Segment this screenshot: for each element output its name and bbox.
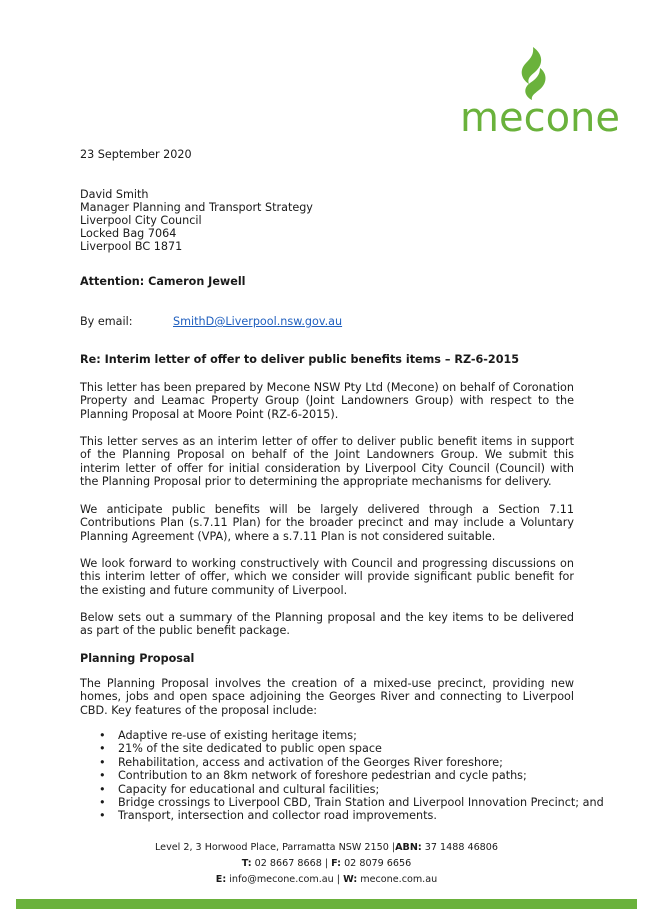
footer-phone: 02 8667 8668 | (251, 858, 332, 869)
email-link[interactable]: SmithD@Liverpool.nsw.gov.au (173, 315, 343, 328)
recipient-line: Liverpool City Council (80, 214, 202, 227)
footer-email: info@mecone.com.au | (226, 874, 344, 885)
body-paragraph: We anticipate public benefits will be largely delivered through a Section 7.11 Contributions Plan (s.7.11 Plan) for the broader precinct and may include a Voluntary Planning Agreement (VPA), where a s.7.11 Plan is not considered suitable. (80, 503, 574, 543)
feature-list (80, 729, 604, 823)
recipient-line: Locked Bag 7064 (80, 227, 177, 240)
footer-abn: 37 1488 46806 (421, 842, 498, 853)
subject-line: Re: Interim letter of offer to deliver public benefits items – RZ-6-2015 (80, 353, 520, 366)
list-item: • Rehabilitation, access and activation of the Georges River foreshore; (80, 756, 580, 769)
mecone-logo (456, 46, 626, 142)
list-item: • Adaptive re-use of existing heritage items; (80, 729, 580, 742)
footer-web-label: W: (343, 874, 358, 885)
list-item: • Transport, intersection and collector road improvements. (80, 809, 580, 822)
footer-address-line (0, 840, 653, 857)
footer-address: Level 2, 3 Horwood Place, Parramatta NSW 2150 | (154, 842, 396, 853)
footer-email-label: E: (215, 874, 227, 885)
attention-line: Attention: Cameron Jewell (80, 275, 246, 288)
list-item: • Bridge crossings to Liverpool CBD, Train Station and Liverpool Innovation Precinct; and (80, 796, 580, 809)
list-item: • Contribution to an 8km network of foreshore pedestrian and cycle paths; (80, 769, 580, 782)
recipient-line: David Smith (80, 188, 149, 201)
footer-contact-line (0, 872, 653, 889)
footer-phone-label: T: (241, 858, 252, 869)
recipient-line: Manager Planning and Transport Strategy (80, 201, 313, 214)
footer-bar (16, 899, 637, 909)
body-paragraph: Below sets out a summary of the Planning proposal and the key items to be delivered as part of the public benefit package. (80, 611, 574, 638)
email-label: By email: (80, 315, 133, 328)
body-paragraph: This letter has been prepared by Mecone NSW Pty Ltd (Mecone) on behalf of Coronation Property and Leamac Property Group (Joint Landowners Group) with respect to the Planning Proposal at Moore Point (RZ-6-2015). (80, 381, 574, 421)
logo-wordmark: mecone (460, 95, 620, 141)
footer-abn-label: ABN: (395, 842, 422, 853)
footer-fax: 02 8079 6656 (341, 858, 412, 869)
footer-fax-label: F: (331, 858, 342, 869)
letter-date: 23 September 2020 (80, 148, 192, 161)
list-item: • Capacity for educational and cultural facilities; (80, 783, 580, 796)
section-heading: Planning Proposal (80, 652, 195, 665)
body-paragraph: This letter serves as an interim letter of offer to deliver public benefit items in support of the Planning Proposal on behalf of the Joint Landowners Group. We submit this interim letter of offer for initial consideration by Liverpool City Council (Council) with the Planning Proposal prior to determining the appropriate mechanisms for delivery. (80, 435, 574, 489)
footer-phone-line (0, 856, 653, 873)
leaf-logo-icon (513, 46, 549, 100)
body-paragraph: We look forward to working constructively with Council and progressing discussions on this interim letter of offer, which we consider will provide significant public benefit for the existing and future community of Liverpool. (80, 557, 574, 597)
footer-web: mecone.com.au (357, 874, 438, 885)
section-intro: The Planning Proposal involves the creation of a mixed-use precinct, providing new homes, jobs and open space adjoining the Georges River and connecting to Liverpool CBD. Key features of the proposal include: (80, 677, 574, 717)
list-item: • 21% of the site dedicated to public open space (80, 742, 580, 755)
recipient-line: Liverpool BC 1871 (80, 240, 183, 253)
